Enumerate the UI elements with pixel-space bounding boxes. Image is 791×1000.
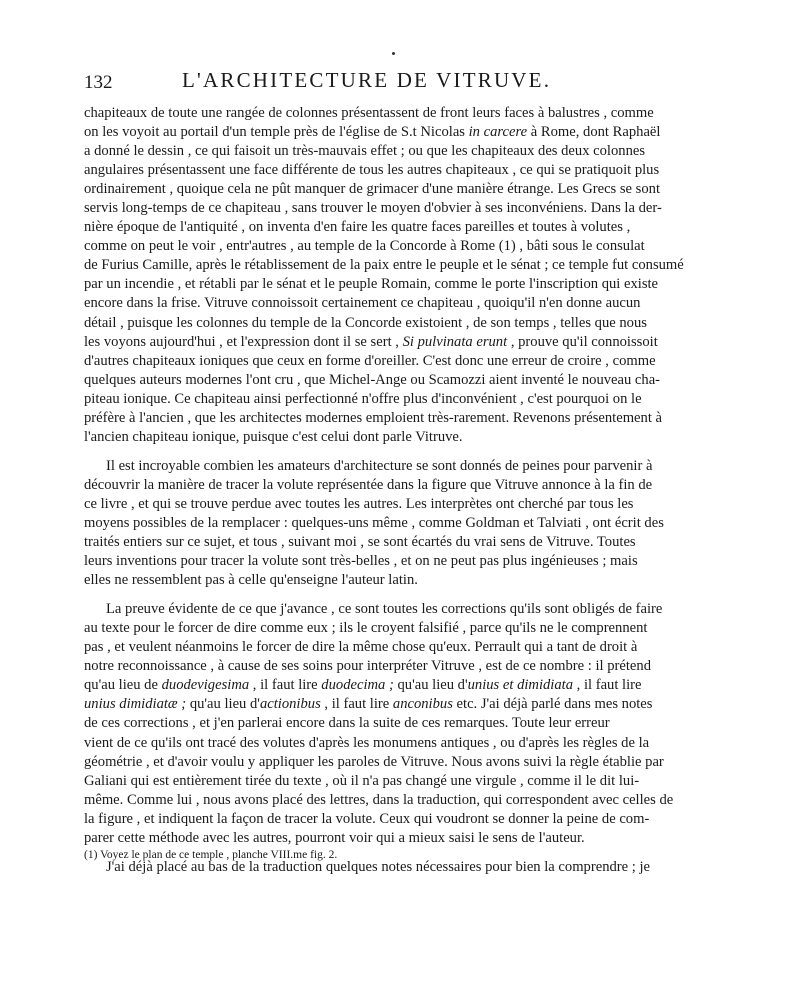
paragraph — [84, 600, 724, 848]
text-line: angulaires présentassent une face différente de tous les autres chapiteaux , ce qui se pratiquoit plus — [84, 162, 660, 179]
text-line: on les voyoit au portail d'un temple près de l'église de S.t Nicolas in carcere à Rome, dont Raphaël — [84, 124, 661, 141]
text-line: comme on peut le voir , entr'autres , au temple de la Concorde à Rome (1) , bâti sous le consulat — [84, 238, 645, 255]
page-header — [84, 68, 724, 102]
text-line: J'ai déjà placé au bas de la traduction quelques notes nécessaires pour bien la comprendre ; je — [106, 858, 651, 875]
running-title: L'ARCHITECTURE DE VITRUVE. — [182, 68, 552, 92]
text-line: a donné le dessin , ce qui faisoit un très-mauvais effet ; ou que les chapiteaux des deux colonnes — [84, 143, 646, 160]
body-text — [84, 104, 724, 877]
page-number: 132 — [84, 72, 113, 93]
text-line: notre reconnoissance , à cause de ses soins pour interpréter Vitruve , est de ce nombre : il prétend — [84, 658, 652, 675]
text-line: par un incendie , et rétabli par le sénat et le peuple Romain, comme le porte l'inscription qui existe — [84, 276, 659, 293]
footnote-text: (1) Voyez le plan de ce temple , planche VIII.me fig. 2. — [84, 849, 338, 861]
text-line: la figure , et indiquent la façon de tracer la volute. Ceux qui voudront se donner la peine de com- — [84, 810, 650, 827]
text-line: nière époque de l'antiquité , on inventa d'en faire les quatre faces pareilles et toutes à volutes , — [84, 219, 631, 236]
text-line: leurs inventions pour tracer la volute sont très-belles , et on ne peut pas plus ingénieuses ; mais — [84, 553, 638, 570]
text-line: piteau ionique. Ce chapiteau ainsi perfectionné n'offre plus d'inconvénient , c'est pourquoi on le — [84, 390, 642, 407]
paragraph — [84, 104, 724, 447]
text-line: de ces corrections , et j'en parlerai encore dans la suite de ces remarques. Toute leur erreur — [84, 715, 610, 732]
text-line: préfère à l'ancien , que les architectes modernes emploient très-rarement. Revenons présentement à — [84, 409, 663, 426]
text-line: encore dans la frise. Vitruve connoissoit certainement ce chapiteau , quoiqu'il n'en donne aucun — [84, 295, 641, 312]
text-line: géométrie , et d'avoir voulu y appliquer les paroles de Vitruve. Nous avons suivi la règle établie par — [84, 753, 664, 770]
text-line: de Furius Camille, après le rétablissement de la paix entre le peuple et le sénat ; ce temple fut consumé — [84, 257, 684, 274]
text-line: traités entiers sur ce sujet, et tous , suivant moi , se sont écartés du vrai sens de Vitruve. Toutes — [84, 534, 636, 551]
text-line: La preuve évidente de ce que j'avance , ce sont toutes les corrections qu'ils sont obligés de faire — [106, 601, 663, 618]
text-line: d'autres chapiteaux ioniques que ceux en forme d'oreiller. C'est donc une erreur de croire , comme — [84, 352, 656, 369]
text-line: qu'au lieu de duodevigesima , il faut lire duodecima ; qu'au lieu d'unius et dimidiata , il faut lire — [84, 677, 642, 694]
text-line: Il est incroyable combien les amateurs d'architecture se sont donnés de peines pour parvenir à — [106, 457, 653, 474]
text-line: elles ne ressemblent pas à celle qu'enseigne l'auteur latin. — [84, 572, 418, 589]
text-line: au texte pour le forcer de dire comme eux ; ils le croyent falsifié , parce qu'ils ne le comprennent — [84, 620, 648, 637]
text-line: quelques auteurs modernes l'ont cru , que Michel-Ange ou Scamozzi aient inventé le nouveau cha- — [84, 371, 661, 388]
text-line: détail , puisque les colonnes du temple de la Concorde existoient , de son temps , telles que nous — [84, 314, 647, 331]
text-line: ordinairement , quoique cela ne pût manquer de grimacer d'une manière étrange. Les Grecs se sont — [84, 181, 661, 198]
text-line: ce livre , et qui se trouve perdue avec toutes les autres. Les interprètes ont cherché par tous les — [84, 495, 634, 512]
text-line: moyens possibles de la remplacer : quelques-uns même , comme Goldman et Talviati , ont écrit des — [84, 514, 664, 531]
footnote — [84, 848, 724, 863]
text-line: découvrir la manière de tracer la volute représentée dans la figure que Vitruve annonce à la fin de — [84, 476, 653, 493]
text-line: vient de ce qu'ils ont tracé des volutes d'après les monumens antiques , ou d'après les règles de la — [84, 734, 650, 751]
text-line: parer cette méthode avec les autres, pourront voir qui a mieux saisi le sens de l'auteur. — [84, 829, 585, 846]
text-line: l'ancien chapiteau ionique, puisque c'est celui dont parle Vitruve. — [84, 428, 463, 445]
text-line: unius dimidiatæ ; qu'au lieu d'actionibus , il faut lire anconibus etc. J'ai déjà parlé dans mes notes — [84, 696, 653, 713]
text-line: pas , et veulent néanmoins le forcer de dire la même chose qu'eux. Perrault qui a tant de droit à — [84, 639, 638, 656]
text-line: les voyons aujourd'hui , et l'expression dont il se sert , Si pulvinata erunt , prouve qu'il connoissoit — [84, 333, 658, 350]
text-line: Galiani qui est entièrement tirée du texte , où il n'a pas changé une virgule , comme il le dit lui- — [84, 772, 640, 789]
text-line: servis long-temps de ce chapiteau , sans trouver le moyen d'obvier à ses inconvéniens. Dans la der- — [84, 200, 662, 217]
text-line: même. Comme lui , nous avons placé des lettres, dans la traduction, qui correspondent avec celles de — [84, 791, 674, 808]
paragraph — [84, 457, 724, 590]
printer-mark — [392, 52, 395, 55]
text-line: chapiteaux de toute une rangée de colonnes présentassent de front leurs faces à balustres , comme — [84, 105, 654, 121]
